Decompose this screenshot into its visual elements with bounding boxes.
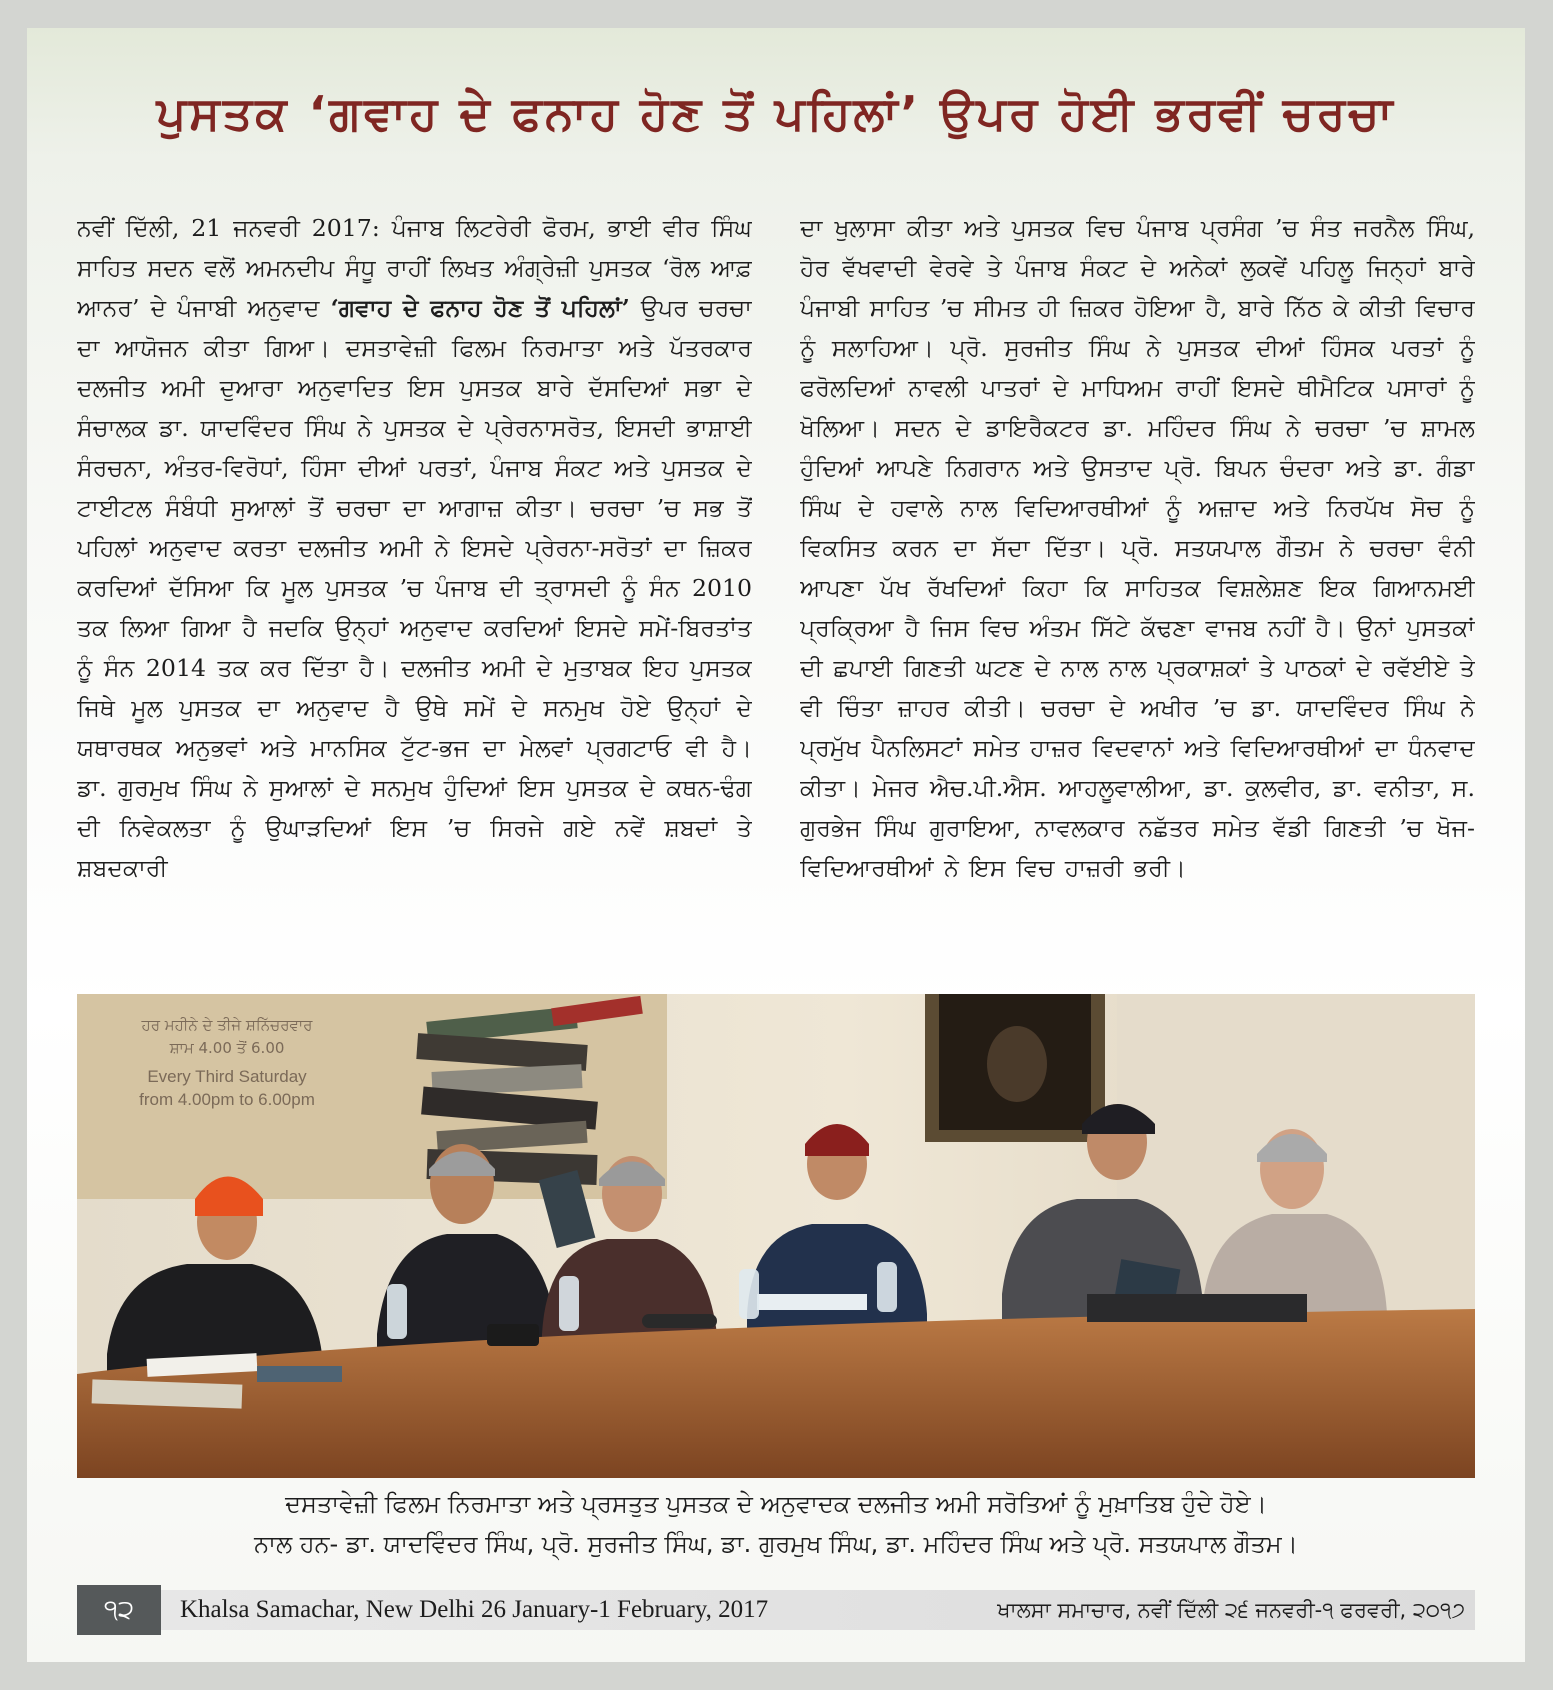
footer-english-dateline: Khalsa Samachar, New Delhi 26 January-1 February, 2017 [180, 1596, 769, 1623]
footer-bar [77, 1590, 1475, 1630]
event-photo [77, 994, 1475, 1478]
article-conclusion: ਦਾ ਖੁਲਾਸਾ ਕੀਤਾ ਅਤੇ ਪੁਸਤਕ ਵਿਚ ਪੰਜਾਬ ਪ੍ਰਸੰਗ ’ਚ ਸੰਤ ਜਰਨੈਲ ਸਿੰਘ, ਹੋਰ ਵੱਖਵਾਦੀ ਵੇਰਵੇ ਤੇ ਪੰਜਾਬ ਸੰਕਟ ਦੇ ਅਨੇਕਾਂ ਲੁਕਵੇਂ ਪਹਿਲੂ ਜਿਨ੍ਹਾਂ ਬਾਰੇ ਪੰਜਾਬੀ ਸਾਹਿਤ ’ਚ ਸੀਮਤ ਹੀ ਜ਼ਿਕਰ ਹੋਇਆ ਹੈ, ਬਾਰੇ ਨਿੱਠ ਕੇ ਕੀਤੀ ਵਿਚਾਰ ਨੂੰ ਸਲਾਹਿਆ। ਪ੍ਰੋ. ਸੁਰਜੀਤ ਸਿੰਘ ਨੇ ਪੁਸਤਕ ਦੀਆਂ ਹਿੰਸਕ ਪਰਤਾਂ ਨੂੰ ਫਰੋਲਦਿਆਂ ਨਾਵਲੀ ਪਾਤਰਾਂ ਦੇ ਮਾਧਿਅਮ ਰਾਹੀਂ ਇਸਦੇ ਥੀਮੈਟਿਕ ਪਸਾਰਾਂ ਨੂੰ ਖੋਲਿਆ। ਸਦਨ ਦੇ ਡਾਇਰੈਕਟਰ ਡਾ. ਮਹਿੰਦਰ ਸਿੰਘ ਨੇ ਚਰਚਾ ’ਚ ਸ਼ਾਮਲ ਹੁੰਦਿਆਂ ਆਪਣੇ ਨਿਗਰਾਨ ਅਤੇ ਉਸਤਾਦ ਪ੍ਰੋ. ਬਿਪਨ ਚੰਦਰਾ ਅਤੇ ਡਾ. ਗੰਡਾ ਸਿੰਘ ਦੇ ਹਵਾਲੇ ਨਾਲ ਵਿਦਿਆਰਥੀਆਂ ਨੂੰ ਅਜ਼ਾਦ ਅਤੇ ਨਿਰਪੱਖ ਸੋਚ ਨੂੰ ਵਿਕਸਿਤ ਕਰਨ ਦਾ ਸੱਦਾ ਦਿੱਤਾ। ਪ੍ਰੋ. ਸਤਯਪਾਲ ਗੌਤਮ ਨੇ ਚਰਚਾ ਵੰਨੀ ਆਪਣਾ ਪੱਖ ਰੱਖਦਿਆਂ ਕਿਹਾ ਕਿ ਸਾਹਿਤਕ ਵਿਸ਼ਲੇਸ਼ਣ ਇਕ ਗਿਆਨਮਈ ਪ੍ਰਕ੍ਰਿਆ ਹੈ ਜਿਸ ਵਿਚ ਅੰਤਮ ਸਿੱਟੇ ਕੱਢਣਾ ਵਾਜਬ ਨਹੀਂ ਹੈ। ਉਨਾਂ ਪੁਸਤਕਾਂ ਦੀ ਛਪਾਈ ਗਿਣਤੀ ਘਟਣ ਦੇ ਨਾਲ ਨਾਲ ਪ੍ਰਕਾਸ਼ਕਾਂ ਤੇ ਪਾਠਕਾਂ ਦੇ ਰਵੱਈਏ ਤੇ ਵੀ ਚਿੰਤਾ ਜ਼ਾਹਰ ਕੀਤੀ। ਚਰਚਾ ਦੇ ਅਖੀਰ ’ਚ ਡਾ. ਯਾਦਵਿੰਦਰ ਸਿੰਘ ਨੇ ਪ੍ਰਮੁੱਖ ਪੈਨਲਿਸਟਾਂ ਸਮੇਤ ਹਾਜ਼ਰ ਵਿਦਵਾਨਾਂ ਅਤੇ ਵਿਦਿਆਰਥੀਆਂ ਦਾ ਧੰਨਵਾਦ ਕੀਤਾ। ਮੇਜਰ ਐਚ.ਪੀ.ਐਸ. ਆਹਲੂਵਾਲੀਆ, ਡਾ. ਕੁਲਵੀਰ, ਡਾ. ਵਨੀਤਾ, ਸ. ਗੁਰਭੇਜ ਸਿੰਘ ਗੁਰਾਇਆ, ਨਾਵਲਕਾਰ ਨਛੱਤਰ ਸਮੇਤ ਵੱਡੀ ਗਿਣਤੀ ’ਚ ਖੋਜ-ਵਿਦਿਆਰਥੀਆਂ ਨੇ ਇਸ ਵਿਚ ਹਾਜ਼ਰੀ ਭਰੀ। [800, 214, 1475, 882]
caption-line-2: ਨਾਲ ਹਨ- ਡਾ. ਯਾਦਵਿੰਦਰ ਸਿੰਘ, ਪ੍ਰੋ. ਸੁਰਜੀਤ ਸਿੰਘ, ਡਾ. ਗੁਰਮੁਖ ਸਿੰਘ, ਡਾ. ਮਹਿੰਦਰ ਸਿੰਘ ਅਤੇ ਪ੍ਰੋ. ਸਤਯਪਾਲ ਗੌਤਮ। [254, 1530, 1298, 1558]
page-number: ੧੨ [77, 1585, 161, 1635]
banner-text-line1: ਹਰ ਮਹੀਨੇ ਦੇ ਤੀਜੇ ਸ਼ਨਿੱਚਰਵਾਰ [141, 1016, 313, 1034]
banner-text-line2: ਸ਼ਾਮ 4.00 ਤੋਂ 6.00 [169, 1039, 285, 1057]
footer-punjabi-dateline: ਖਾਲਸਾ ਸਮਾਚਾਰ, ਨਵੀਂ ਦਿੱਲੀ ੨੬ ਜਨਵਰੀ-੧ ਫਰਵਰੀ, ੨੦੧੭ [997, 1598, 1465, 1622]
article-continued: ਉਪਰ ਚਰਚਾ ਦਾ ਆਯੋਜਨ ਕੀਤਾ ਗਿਆ। ਦਸਤਾਵੇਜ਼ੀ ਫਿਲਮ ਨਿਰਮਾਤਾ ਅਤੇ ਪੱਤਰਕਾਰ ਦਲਜੀਤ ਅਮੀ ਦੁਆਰਾ ਅਨੁਵਾਦਿਤ ਇਸ ਪੁਸਤਕ ਬਾਰੇ ਦੱਸਦਿਆਂ ਸਭਾ ਦੇ ਸੰਚਾਲਕ ਡਾ. ਯਾਦਵਿੰਦਰ ਸਿੰਘ ਨੇ ਪੁਸਤਕ ਦੇ ਪ੍ਰੇਰਨਾਸਰੋਤ, ਇਸਦੀ ਭਾਸ਼ਾਈ ਸੰਰਚਨਾ, ਅੰਤਰ-ਵਿਰੋਧਾਂ, ਹਿੰਸਾ ਦੀਆਂ ਪਰਤਾਂ, ਪੰਜਾਬ ਸੰਕਟ ਅਤੇ ਪੁਸਤਕ ਦੇ ਟਾਈਟਲ ਸੰਬੰਧੀ ਸੁਆਲਾਂ ਤੋਂ ਚਰਚਾ ਦਾ ਆਗਾਜ਼ ਕੀਤਾ। ਚਰਚਾ ’ਚ ਸਭ ਤੋਂ ਪਹਿਲਾਂ ਅਨੁਵਾਦ ਕਰਤਾ ਦਲਜੀਤ ਅਮੀ ਨੇ ਇਸਦੇ ਪ੍ਰੇਰਨਾ-ਸਰੋਤਾਂ ਦਾ ਜ਼ਿਕਰ ਕਰਦਿਆਂ ਦੱਸਿਆ ਕਿ ਮੂਲ ਪੁਸਤਕ ’ਚ ਪੰਜਾਬ ਦੀ ਤ੍ਰਾਸਦੀ ਨੂੰ ਸੰਨ 2010 ਤਕ ਲਿਆ ਗਿਆ ਹੈ ਜਦਕਿ ਉਨ੍ਹਾਂ ਅਨੁਵਾਦ ਕਰਦਿਆਂ ਇਸਦੇ ਸਮੇਂ-ਬਿਰਤਾਂਤ ਨੂੰ ਸੰਨ 2014 ਤਕ ਕਰ ਦਿੱਤਾ ਹੈ। ਦਲਜੀਤ ਅਮੀ ਦੇ ਮੁਤਾਬਕ ਇਹ ਪੁਸਤਕ ਜਿਥੇ ਮੂਲ ਪੁਸਤਕ ਦਾ ਅਨੁਵਾਦ ਹੈ ਉਥੇ ਸਮੇਂ ਦੇ ਸਨਮੁਖ ਹੋਏ ਉਨ੍ਹਾਂ ਦੇ ਯਥਾਰਥਕ ਅਨੁਭਵਾਂ ਅਤੇ ਮਾਨਸਿਕ ਟੁੱਟ-ਭਜ ਦਾ ਮੇਲਵਾਂ ਪ੍ਰਗਟਾਓ ਵੀ ਹੈ। ਡਾ. ਗੁਰਮੁਖ ਸਿੰਘ ਨੇ ਸੁਆਲਾਂ ਦੇ ਸਨਮੁਖ ਹੁੰਦਿਆਂ ਇਸ ਪੁਸਤਕ ਦੇ ਕਥਨ-ਢੰਗ ਦੀ ਨਿਵੇਕਲਤਾ ਨੂੰ ਉਘਾੜਦਿਆਂ ਇਸ ’ਚ ਸਿਰਜੇ ਗਏ ਨਵੇਂ ਸ਼ਬਦਾਂ ਤੇ ਸ਼ਬਦਕਾਰੀ [77, 294, 752, 882]
article-intro: ਨਵੀਂ ਦਿੱਲੀ, 21 ਜਨਵਰੀ 2017: ਪੰਜਾਬ ਲਿਟਰੇਰੀ ਫੋਰਮ, ਭਾਈ ਵੀਰ ਸਿੰਘ ਸਾਹਿਤ ਸਦਨ ਵਲੋਂ ਅਮਨਦੀਪ ਸੰਧੂ ਰਾਹੀਂ ਲਿਖਤ ਅੰਗ੍ਰੇਜ਼ੀ ਪੁਸਤਕ ‘ਰੋਲ ਆਫ਼ ਆਨਰ’ ਦੇ ਪੰਜਾਬੀ ਅਨੁਵਾਦ [77, 214, 752, 322]
photo-caption [57, 1484, 1495, 1564]
headline: ਪੁਸਤਕ ‘ਗਵਾਹ ਦੇ ਫਨਾਹ ਹੋਣ ਤੋਂ ਪਹਿਲਾਂ’ ਉਪਰ ਹੋਈ ਭਰਵੀਂ ਚਰਚਾ [156, 86, 1396, 140]
banner-text-line3: Every Third Saturday [147, 1067, 307, 1086]
caption-line-1: ਦਸਤਾਵੇਜ਼ੀ ਫਿਲਮ ਨਿਰਮਾਤਾ ਅਤੇ ਪ੍ਰਸਤੁਤ ਪੁਸਤਕ ਦੇ ਅਨੁਵਾਦਕ ਦਲਜੀਤ ਅਮੀ ਸਰੋਤਿਆਂ ਨੂੰ ਮੁਖ਼ਾਤਿਬ ਹੁੰਦੇ ਹੋਏ। [285, 1490, 1267, 1518]
newspaper-page [27, 28, 1525, 1662]
article-column-left [77, 208, 752, 1008]
banner-text-line4: from 4.00pm to 6.00pm [139, 1090, 315, 1109]
article-column-right [800, 208, 1475, 1008]
book-title-bold: ‘ਗਵਾਹ ਦੇ ਫਨਾਹ ਹੋਣ ਤੋਂ ਪਹਿਲਾਂ’ [330, 294, 630, 322]
